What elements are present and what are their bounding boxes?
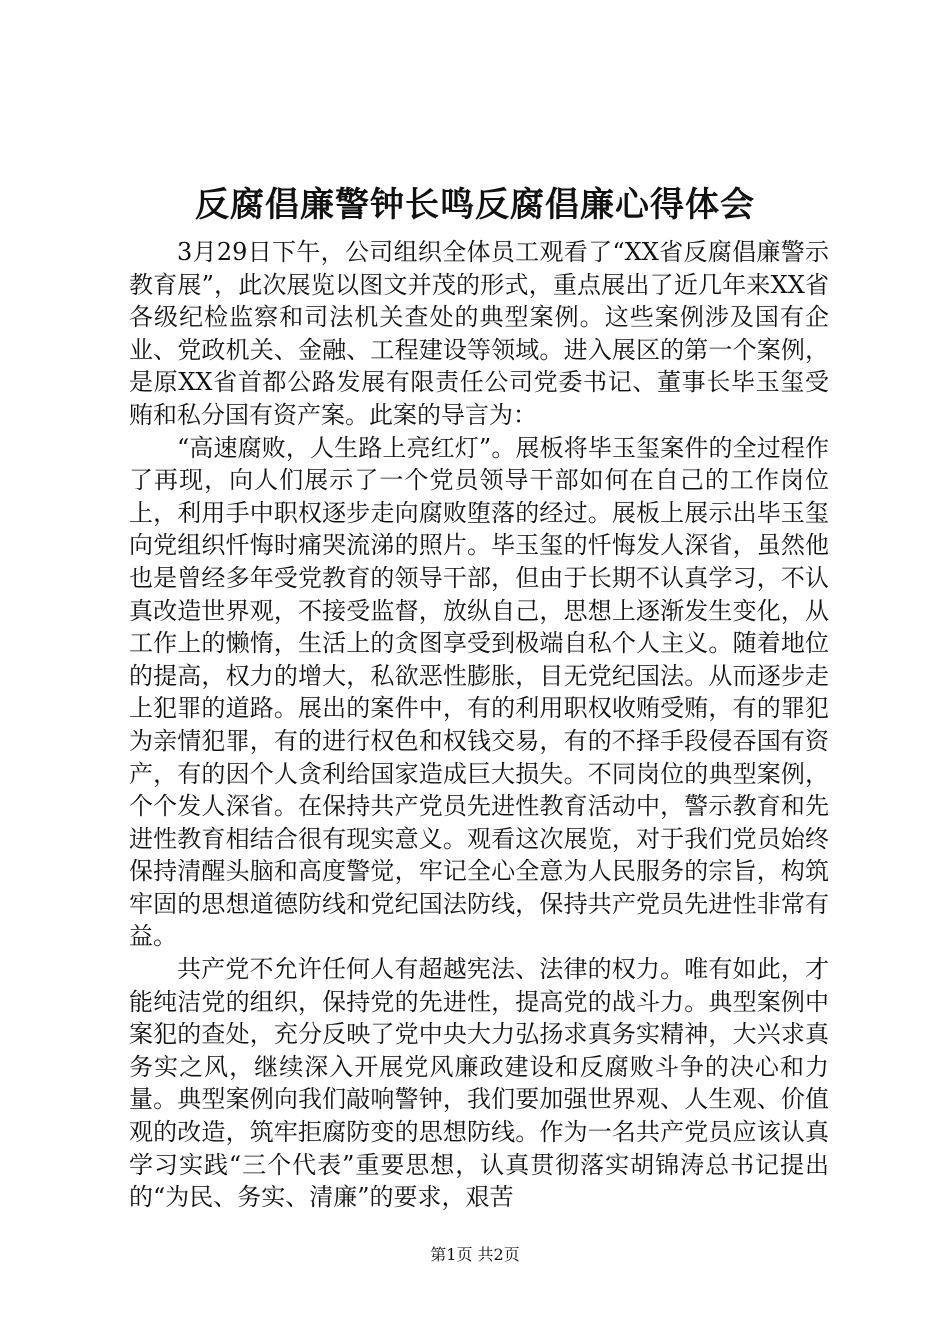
document-body bbox=[129, 236, 829, 1214]
document-title: 反腐倡廉警钟长鸣反腐倡廉心得体会 bbox=[195, 185, 755, 225]
paragraph-2: “高速腐败，人生路上亮红灯”。展板将毕玉玺案件的全过程作了再现，向人们展示了一个党员领导干部如何在自己的工作岗位上，利用手中职权逐步走向腐败堕落的经过。展板上展示出毕玉玺向党组织忏悔时痛哭流涕的照片。毕玉玺的忏悔发人深省，虽然他也是曾经多年受党教育的领导干部，但由于长期不认真学习，不认真改造世界观，不接受监督，放纵自己，思想上逐渐发生变化，从工作上的懒惰，生活上的贪图享受到极端自私个人主义。随着地位的提高，权力的增大，私欲恶性膨胀，目无党纪国法。从而逐步走上犯罪的道路。展出的案件中，有的利用职权收贿受贿，有的罪犯为亲情犯罪，有的进行权色和权钱交易，有的不择手段侵吞国有资产，有的因个人贪利给国家造成巨大损失。不同岗位的典型案例，个个发人深省。在保持共产党员先进性教育活动中，警示教育和先进性教育相结合很有现实意义。观看这次展览，对于我们党员始终保持清醒头脑和高度警觉，牢记全心全意为人民服务的宗旨，构筑牢固的思想道德防线和党纪国法防线，保持共产党员先进性非常有益。 bbox=[129, 433, 829, 951]
paragraph-1: 3月29日下午，公司组织全体员工观看了“XX省反腐倡廉警示教育展”，此次展览以图文并茂的形式，重点展出了近几年来XX省各级纪检监察和司法机关查处的典型案例。这些案例涉及国有企业、党政机关、金融、工程建设等领域。进入展区的第一个案例，是原XX省首都公路发展有限责任公司党委书记、董事长毕玉玺受贿和私分国有资产案。此案的导言为： bbox=[129, 238, 829, 429]
paragraph-3: 共产党不允许任何人有超越宪法、法律的权力。唯有如此，才能纯洁党的组织，保持党的先进性，提高党的战斗力。典型案例中案犯的查处，充分反映了党中央大力弘扬求真务实精神，大兴求真务实之风，继续深入开展党风廉政建设和反腐败斗争的决心和力量。典型案例向我们敲响警钟，我们要加强世界观、人生观、价值观的改造，筑牢拒腐防变的思想防线。作为一名共产党员应该认真学习实践“三个代表”重要思想，认真贯彻落实胡锦涛总书记提出的“为民、务实、清廉”的要求，艰苦 bbox=[129, 955, 829, 1212]
page-number-footer: 第1页 共2页 bbox=[430, 1245, 520, 1264]
